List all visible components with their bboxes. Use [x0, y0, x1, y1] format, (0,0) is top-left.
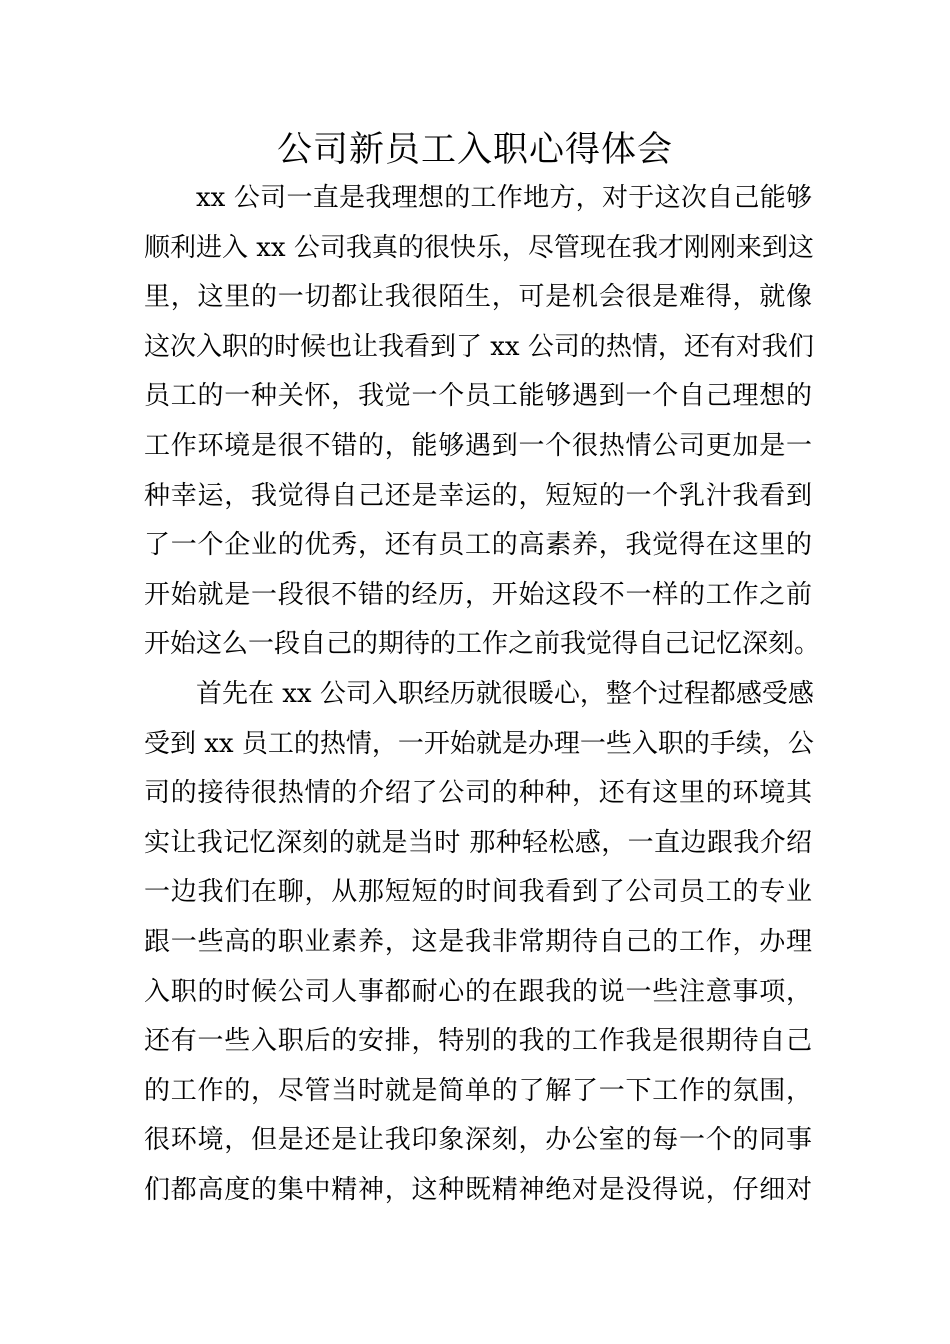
paragraph-line: xx 公司一直是我理想的工作地方，对于这次自己能够: [196, 183, 812, 213]
paragraph-line: 开始就是一段很不错的经历，开始这段不一样的工作之前: [144, 579, 812, 610]
paragraph-line: 司的接待很热情的介绍了公司的种种，还有这里的环境其: [144, 778, 812, 809]
paragraph-line: 员工的一种关怀，我觉一个员工能够遇到一个自己理想的: [144, 381, 812, 412]
paragraph-line: 还有一些入职后的安排，特别的我的工作我是很期待自己: [144, 1026, 812, 1057]
paragraph-line: 实让我记忆深刻的就是当时 那种轻松感，一直边跟我介绍: [144, 827, 812, 858]
paragraph-line: 跟一些高的职业素养，这是我非常期待自己的工作，办理: [144, 926, 812, 957]
paragraph-line: 们都高度的集中精神，这种既精神绝对是没得说，仔细对: [144, 1174, 812, 1205]
paragraph-line: 开始这么一段自己的期待的工作之前我觉得自己记忆深刻。: [144, 629, 821, 660]
paragraph-line: 首先在 xx 公司入职经历就很暖心，整个过程都感受感: [196, 678, 814, 709]
paragraph-line: 种幸运，我觉得自己还是幸运的，短短的一个乳汁我看到: [144, 480, 812, 511]
document-title: 公司新员工入职心得体会: [276, 130, 673, 170]
paragraph-line: 里，这里的一切都让我很陌生，可是机会很是难得，就像: [144, 282, 812, 313]
paragraph-line: 的工作的，尽管当时就是简单的了解了一下工作的氛围，: [144, 1075, 812, 1106]
paragraph-line: 工作环境是很不错的，能够遇到一个很热情公司更加是一: [144, 430, 812, 461]
paragraph-line: 一边我们在聊，从那短短的时间我看到了公司员工的专业: [144, 877, 812, 908]
paragraph-line: 了一个企业的优秀，还有员工的高素养，我觉得在这里的: [144, 530, 812, 561]
paragraph-line: 这次入职的时候也让我看到了 xx 公司的热情，还有对我们: [144, 331, 814, 362]
paragraph-1: [144, 174, 821, 670]
document-body: [144, 174, 821, 1215]
paragraph-line: 顺利进入 xx 公司我真的很快乐，尽管现在我才刚刚来到这: [144, 232, 814, 263]
paragraph-line: 受到 xx 员工的热情，一开始就是办理一些入职的手续，公: [144, 728, 814, 759]
paragraph-2: [144, 670, 812, 1216]
paragraph-line: 入职的时候公司人事都耐心的在跟我的说一些注意事项，: [144, 976, 812, 1007]
paragraph-line: 很环境，但是还是让我印象深刻，办公室的每一个的同事: [144, 1125, 812, 1156]
